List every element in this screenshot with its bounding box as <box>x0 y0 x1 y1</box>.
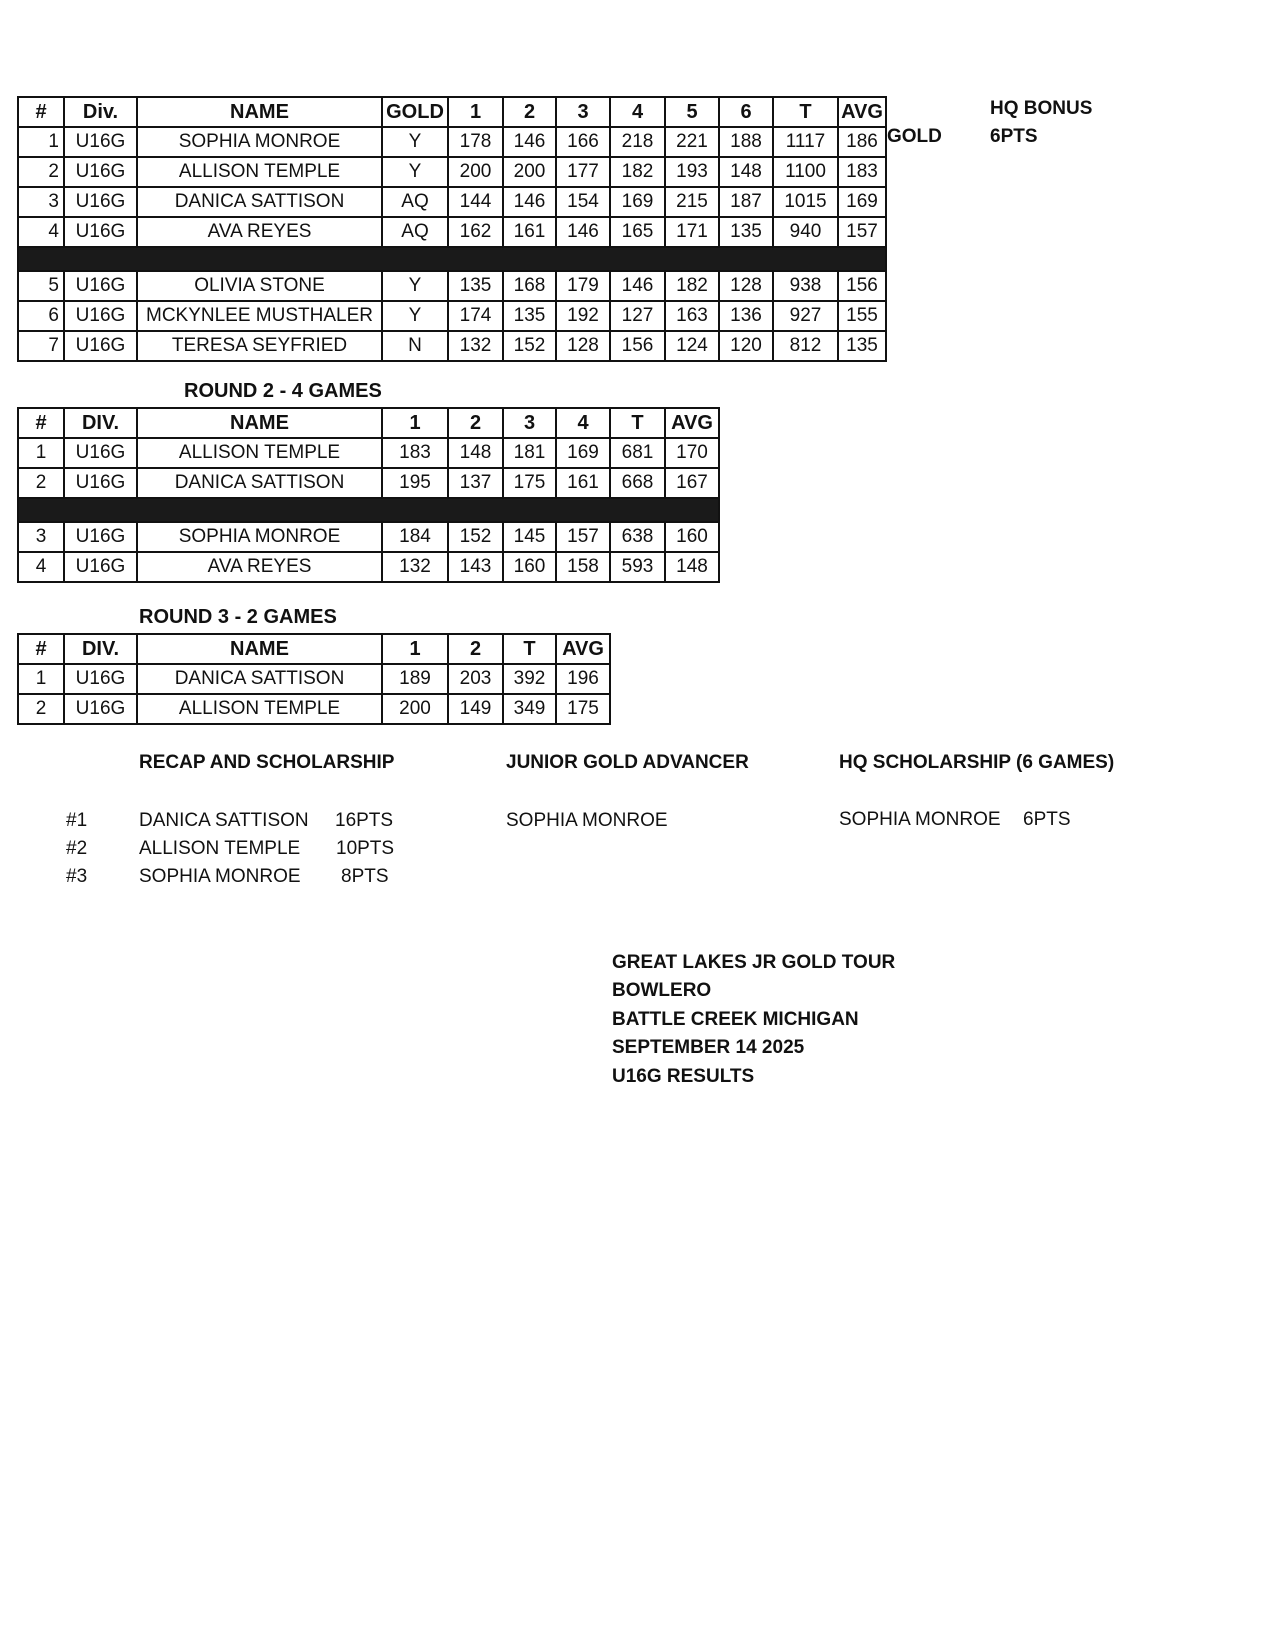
cell-g3: 192 <box>556 301 610 331</box>
cell-g2: 168 <box>503 271 556 301</box>
cell-g3: 181 <box>503 438 556 468</box>
cell-g4: 169 <box>610 187 665 217</box>
cell-g2: 143 <box>448 552 503 582</box>
cell-g2: 135 <box>503 301 556 331</box>
cell-t: 940 <box>773 217 838 247</box>
cell-g5: 193 <box>665 157 719 187</box>
table-row <box>18 331 886 361</box>
recap-title: RECAP AND SCHOLARSHIP <box>139 752 395 773</box>
cell-gold: N <box>382 331 448 361</box>
cell-g6: 187 <box>719 187 773 217</box>
table-row <box>18 217 886 247</box>
header-name: NAME <box>137 97 382 127</box>
cell-rank: 1 <box>18 664 64 694</box>
table-row <box>18 271 886 301</box>
header-game5: 5 <box>665 97 719 127</box>
gold-note: GOLD <box>887 126 942 147</box>
cell-g6: 188 <box>719 127 773 157</box>
event-date: SEPTEMBER 14 2025 <box>612 1037 805 1058</box>
cell-avg: 148 <box>665 552 719 582</box>
cell-g1: 162 <box>448 217 503 247</box>
cell-rank: 7 <box>18 331 64 361</box>
cell-rank: 3 <box>18 522 64 552</box>
cell-avg: 170 <box>665 438 719 468</box>
header-game3: 3 <box>556 97 610 127</box>
header-gold: GOLD <box>382 97 448 127</box>
cell-g4: 146 <box>610 271 665 301</box>
cell-g3: 128 <box>556 331 610 361</box>
recap-pts: 8PTS <box>341 866 389 887</box>
cell-g5: 163 <box>665 301 719 331</box>
cell-gold: Y <box>382 157 448 187</box>
cell-rank: 1 <box>18 438 64 468</box>
cell-rank: 2 <box>18 694 64 724</box>
cell-t: 1015 <box>773 187 838 217</box>
cell-name: ALLISON TEMPLE <box>137 157 382 187</box>
header-div: DIV. <box>64 634 137 664</box>
header-game2: 2 <box>448 634 503 664</box>
cell-avg: 135 <box>838 331 886 361</box>
cell-g1: 135 <box>448 271 503 301</box>
cell-gold: AQ <box>382 187 448 217</box>
round3-header-row <box>18 634 610 664</box>
event-division-results: U16G RESULTS <box>612 1066 755 1087</box>
advancer-title: JUNIOR GOLD ADVANCER <box>506 752 749 773</box>
table-row <box>18 157 886 187</box>
cell-div: U16G <box>64 438 137 468</box>
hq-scholarship-title: HQ SCHOLARSHIP (6 GAMES) <box>839 752 1115 773</box>
cell-g1: 132 <box>448 331 503 361</box>
header-game3: 3 <box>503 408 556 438</box>
header-name: NAME <box>137 634 382 664</box>
table-row <box>18 187 886 217</box>
header-game4: 4 <box>556 408 610 438</box>
cut-line-separator <box>18 247 886 271</box>
cell-g4: 182 <box>610 157 665 187</box>
cell-g5: 124 <box>665 331 719 361</box>
cell-g1: 189 <box>382 664 448 694</box>
cell-avg: 183 <box>838 157 886 187</box>
cell-gold: Y <box>382 301 448 331</box>
cell-gold: Y <box>382 127 448 157</box>
cell-div: U16G <box>64 187 137 217</box>
cell-g2: 152 <box>448 522 503 552</box>
cell-g6: 136 <box>719 301 773 331</box>
cell-name: AVA REYES <box>137 552 382 582</box>
round3-title: ROUND 3 - 2 GAMES <box>139 606 337 628</box>
cell-g2: 148 <box>448 438 503 468</box>
header-rank: # <box>18 634 64 664</box>
cell-div: U16G <box>64 552 137 582</box>
header-avg: AVG <box>665 408 719 438</box>
cell-avg: 175 <box>556 694 610 724</box>
recap-name: ALLISON TEMPLE <box>139 838 301 859</box>
cell-g3: 175 <box>503 468 556 498</box>
cell-rank: 4 <box>18 217 64 247</box>
header-name: NAME <box>137 408 382 438</box>
cell-g2: 137 <box>448 468 503 498</box>
header-total: T <box>610 408 665 438</box>
recap-place: #3 <box>66 866 88 887</box>
cell-name: ALLISON TEMPLE <box>137 694 382 724</box>
cell-name: DANICA SATTISON <box>137 187 382 217</box>
cell-g6: 120 <box>719 331 773 361</box>
cell-g5: 215 <box>665 187 719 217</box>
cell-rank: 3 <box>18 187 64 217</box>
cell-div: U16G <box>64 301 137 331</box>
cell-g6: 128 <box>719 271 773 301</box>
cell-div: U16G <box>64 694 137 724</box>
cell-g2: 149 <box>448 694 503 724</box>
cell-div: U16G <box>64 271 137 301</box>
cell-div: U16G <box>64 664 137 694</box>
cell-g2: 146 <box>503 127 556 157</box>
cell-g4: 157 <box>556 522 610 552</box>
header-game2: 2 <box>448 408 503 438</box>
hq-bonus-value: 6PTS <box>990 126 1038 147</box>
event-location: BATTLE CREEK MICHIGAN <box>612 1009 859 1030</box>
event-tour-name: GREAT LAKES JR GOLD TOUR <box>612 952 896 973</box>
table-row <box>18 522 719 552</box>
header-avg: AVG <box>556 634 610 664</box>
hq-scholarship-name: SOPHIA MONROE <box>839 809 1001 830</box>
table-row <box>18 694 610 724</box>
cell-name: DANICA SATTISON <box>137 468 382 498</box>
cell-g3: 179 <box>556 271 610 301</box>
table-row <box>18 301 886 331</box>
cell-div: U16G <box>64 217 137 247</box>
cell-g3: 166 <box>556 127 610 157</box>
event-venue: BOWLERO <box>612 980 712 1001</box>
header-game1: 1 <box>382 408 448 438</box>
cell-g1: 132 <box>382 552 448 582</box>
cell-rank: 6 <box>18 301 64 331</box>
cell-name: AVA REYES <box>137 217 382 247</box>
cell-t: 938 <box>773 271 838 301</box>
table-row <box>18 127 886 157</box>
cell-g1: 178 <box>448 127 503 157</box>
cell-g4: 161 <box>556 468 610 498</box>
cell-t: 349 <box>503 694 556 724</box>
cell-g2: 146 <box>503 187 556 217</box>
cell-avg: 157 <box>838 217 886 247</box>
cell-g3: 146 <box>556 217 610 247</box>
cell-g6: 135 <box>719 217 773 247</box>
cut-line-separator <box>18 498 719 522</box>
cell-div: U16G <box>64 331 137 361</box>
round2-header-row <box>18 408 719 438</box>
round2-title: ROUND 2 - 4 GAMES <box>184 380 382 402</box>
cell-avg: 160 <box>665 522 719 552</box>
cell-t: 1100 <box>773 157 838 187</box>
cell-g3: 160 <box>503 552 556 582</box>
recap-name: DANICA SATTISON <box>139 810 309 831</box>
header-div: DIV. <box>64 408 137 438</box>
header-total: T <box>773 97 838 127</box>
cell-t: 392 <box>503 664 556 694</box>
cell-t: 593 <box>610 552 665 582</box>
cell-g4: 158 <box>556 552 610 582</box>
header-game1: 1 <box>448 97 503 127</box>
cell-g1: 174 <box>448 301 503 331</box>
cell-t: 1117 <box>773 127 838 157</box>
cell-t: 681 <box>610 438 665 468</box>
hq-bonus-label: HQ BONUS <box>990 98 1093 119</box>
cell-t: 668 <box>610 468 665 498</box>
cell-name: SOPHIA MONROE <box>137 127 382 157</box>
table-row <box>18 664 610 694</box>
cell-g3: 145 <box>503 522 556 552</box>
cell-g5: 221 <box>665 127 719 157</box>
cell-name: OLIVIA STONE <box>137 271 382 301</box>
cell-g2: 152 <box>503 331 556 361</box>
cell-avg: 196 <box>556 664 610 694</box>
cell-avg: 186 <box>838 127 886 157</box>
header-game4: 4 <box>610 97 665 127</box>
header-rank: # <box>18 97 64 127</box>
cell-g5: 171 <box>665 217 719 247</box>
cell-div: U16G <box>64 522 137 552</box>
header-game6: 6 <box>719 97 773 127</box>
cell-g2: 203 <box>448 664 503 694</box>
cell-name: SOPHIA MONROE <box>137 522 382 552</box>
cell-g4: 127 <box>610 301 665 331</box>
header-game2: 2 <box>503 97 556 127</box>
header-avg: AVG <box>838 97 886 127</box>
cell-gold: Y <box>382 271 448 301</box>
header-game1: 1 <box>382 634 448 664</box>
round2-table <box>17 407 720 583</box>
cell-t: 812 <box>773 331 838 361</box>
cell-rank: 4 <box>18 552 64 582</box>
cell-g2: 161 <box>503 217 556 247</box>
cell-avg: 155 <box>838 301 886 331</box>
cell-g1: 195 <box>382 468 448 498</box>
cell-div: U16G <box>64 127 137 157</box>
cell-g5: 182 <box>665 271 719 301</box>
cell-name: MCKYNLEE MUSTHALER <box>137 301 382 331</box>
cell-rank: 1 <box>18 127 64 157</box>
cell-rank: 2 <box>18 157 64 187</box>
cell-g6: 148 <box>719 157 773 187</box>
round1-table <box>17 96 887 362</box>
header-rank: # <box>18 408 64 438</box>
round3-table <box>17 633 611 725</box>
cell-g1: 183 <box>382 438 448 468</box>
hq-scholarship-pts: 6PTS <box>1023 809 1071 830</box>
cell-name: ALLISON TEMPLE <box>137 438 382 468</box>
cell-rank: 5 <box>18 271 64 301</box>
header-total: T <box>503 634 556 664</box>
cell-g4: 218 <box>610 127 665 157</box>
cell-avg: 156 <box>838 271 886 301</box>
cell-name: TERESA SEYFRIED <box>137 331 382 361</box>
cell-g4: 169 <box>556 438 610 468</box>
cell-g2: 200 <box>503 157 556 187</box>
cell-g1: 200 <box>382 694 448 724</box>
table-row <box>18 468 719 498</box>
cell-div: U16G <box>64 468 137 498</box>
cell-avg: 169 <box>838 187 886 217</box>
cell-t: 638 <box>610 522 665 552</box>
recap-place: #1 <box>66 810 88 831</box>
header-div: Div. <box>64 97 137 127</box>
cell-g3: 154 <box>556 187 610 217</box>
cell-rank: 2 <box>18 468 64 498</box>
cell-t: 927 <box>773 301 838 331</box>
cell-gold: AQ <box>382 217 448 247</box>
cell-g4: 156 <box>610 331 665 361</box>
cell-g1: 144 <box>448 187 503 217</box>
cell-avg: 167 <box>665 468 719 498</box>
table-row <box>18 438 719 468</box>
recap-name: SOPHIA MONROE <box>139 866 301 887</box>
recap-pts: 10PTS <box>336 838 395 859</box>
cell-g3: 177 <box>556 157 610 187</box>
recap-pts: 16PTS <box>335 810 394 831</box>
round1-header-row <box>18 97 886 127</box>
cell-g1: 200 <box>448 157 503 187</box>
recap-place: #2 <box>66 838 88 859</box>
table-row <box>18 552 719 582</box>
advancer-name: SOPHIA MONROE <box>506 810 668 831</box>
cell-div: U16G <box>64 157 137 187</box>
cell-g1: 184 <box>382 522 448 552</box>
cell-name: DANICA SATTISON <box>137 664 382 694</box>
cell-g4: 165 <box>610 217 665 247</box>
